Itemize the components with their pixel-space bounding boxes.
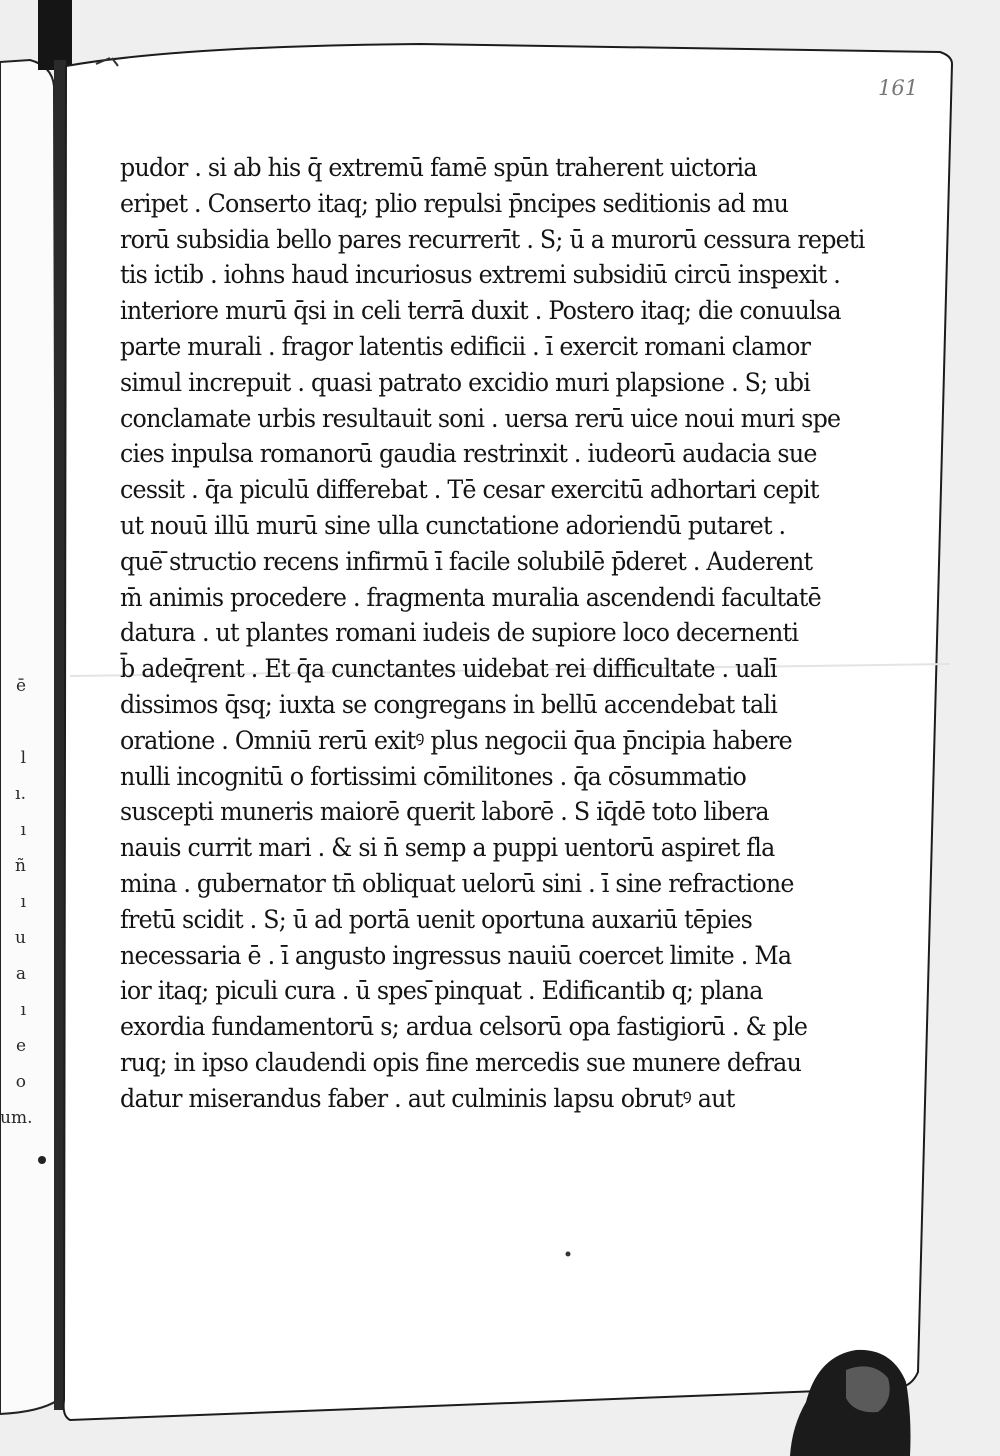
- text-line: datura . ut plantes romani iudeis de supiore loco decernenti: [120, 618, 799, 648]
- edge-fragment: ı.: [15, 784, 26, 804]
- text-line: cies inpulsa romanorū gaudia restrinxit . iudeorū audacia sue: [120, 439, 817, 469]
- edge-fragment: a: [15, 964, 26, 984]
- edge-fragment: um.: [0, 1108, 33, 1128]
- text-line: ut nouū illū murū sine ulla cunctatione adoriendū putaret .: [120, 510, 786, 540]
- text-line: exordia fundamentorū s; ardua celsorū opa fastigiorū . & ple: [120, 1012, 808, 1042]
- gutter-shadow: [38, 0, 72, 70]
- edge-fragment: ı: [20, 1000, 26, 1020]
- text-line: m̄ animis procedere . fragmenta muralia ascendendi facultatē: [120, 582, 821, 612]
- text-line: ruq; in ipso claudendi opis fine mercedis sue munere defrau: [120, 1047, 802, 1077]
- ink-spot: [38, 1156, 46, 1164]
- edge-fragment: u: [15, 928, 26, 948]
- text-line: oratione . Omniū rerū exitꝰ plus negocii q̄ua p̄ncipia habere: [120, 725, 792, 755]
- text-line: simul increpuit . quasi patrato excidio muri plapsione . S; ubi: [120, 367, 811, 397]
- text-line: parte murali . fragor latentis edificii . ī exercit romani clamor: [120, 331, 811, 361]
- edge-fragment: e: [15, 1036, 26, 1056]
- edge-fragment: [0, 704, 26, 740]
- text-line: ior itaq; piculi cura . ū spes ̄pinquat . Edificantib q; plana: [120, 976, 763, 1006]
- edge-fragment: ē: [15, 676, 26, 696]
- folio-number: 161: [878, 76, 919, 100]
- text-line: cessit . q̄a piculū differebat . Tē cesar exercitū adhortari cepit: [120, 475, 819, 505]
- edge-fragment: l: [20, 748, 26, 768]
- edge-fragment: o: [15, 1072, 26, 1092]
- text-line: quē ̄structio recens infirmū ī facile solubilē p̄deret . Auderent: [120, 546, 813, 576]
- text-line: b̄ adeq̄rent . Et q̄a cunctantes uidebat rei difficultate . ualī: [120, 654, 777, 684]
- text-line: datur miserandus faber . aut culminis lapsu obrutꝰ aut: [120, 1083, 735, 1113]
- text-line: conclamate urbis resultauit soni . uersa rerū uice noui muri spe: [120, 403, 841, 433]
- text-line: mina . gubernator tn̄ obliquat uelorū sini . ī sine refractione: [120, 868, 794, 898]
- text-line: nauis currit mari . & si n̄ semp a puppi uentorū aspiret fla: [120, 833, 775, 863]
- manuscript-text-block: [120, 150, 865, 1117]
- text-line: suscepti muneris maiorē querit laborē . S iq̄dē toto libera: [120, 797, 769, 827]
- text-line: interiore murū q̄si in celi terrā duxit . Postero itaq; die conuulsa: [120, 296, 841, 326]
- text-line: tis ictib . iohns haud incuriosus extremi subsidiū circū inspexit .: [120, 260, 841, 290]
- text-line: fretū scidit . S; ū ad portā uenit oportuna auxariū tēpies: [120, 904, 753, 934]
- text-line: pudor . si ab his q̄ extremū famē spūn traherent uictoria: [120, 153, 757, 182]
- edge-fragment: ñ: [15, 856, 26, 876]
- text-line: eripet . Conserto itaq; plio repulsi p̄ncipes seditionis ad mu: [120, 188, 789, 218]
- edge-fragment: ı: [20, 820, 26, 840]
- text-line: rorū subsidia bello pares recurrerīt . S; ū a murorū cessura repeti: [120, 224, 865, 254]
- left-page-edge-text: [0, 668, 33, 1136]
- text-line: necessaria ē . ī angusto ingressus nauiū coercet limite . Ma: [120, 940, 792, 970]
- ink-dot: [566, 1252, 571, 1257]
- text-line: dissimos q̄sq; iuxta se congregans in bellū accendebat tali: [120, 689, 778, 719]
- text-line: nulli incognitū o fortissimi cōmilitones . q̄a cōsummatio: [120, 761, 746, 791]
- edge-fragment: ı: [20, 892, 26, 912]
